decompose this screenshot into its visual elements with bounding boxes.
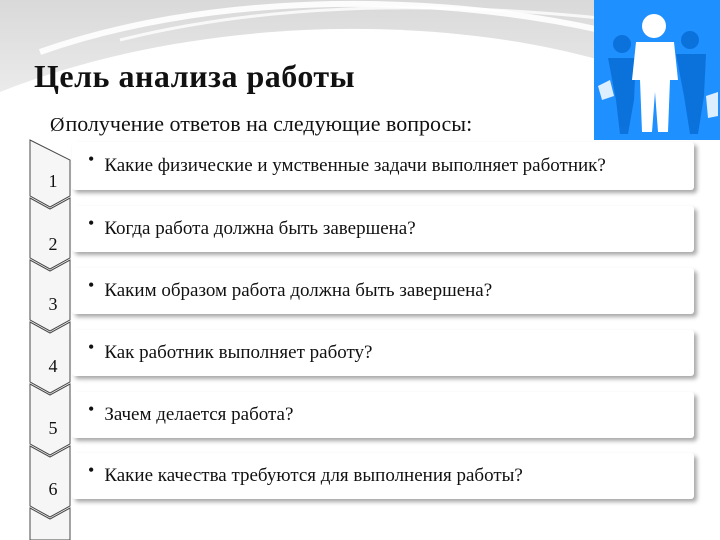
bullet-icon: • xyxy=(88,460,95,480)
bullet-icon: • xyxy=(88,337,95,357)
step-number-5: 5 xyxy=(48,418,58,438)
step-number-6: 6 xyxy=(48,479,58,499)
bullet-icon: • xyxy=(88,275,95,295)
step-number-2: 2 xyxy=(48,234,58,254)
question-text-2: Когда работа должна быть завершена? xyxy=(104,218,416,239)
bullet-icon: • xyxy=(88,213,95,233)
question-text-3: Каким образом работа должна быть завершена? xyxy=(104,280,493,301)
question-box-6 xyxy=(72,453,694,499)
question-text-4: Как работник выполняет работу? xyxy=(104,342,373,363)
question-box-2 xyxy=(72,206,694,252)
people-illustration xyxy=(594,0,720,140)
question-text-1: Какие физические и умственные задачи выполняет работник? xyxy=(104,155,606,176)
bullet-icon: • xyxy=(88,399,95,419)
slide-title: Цель анализа работы xyxy=(34,58,356,94)
question-box-3 xyxy=(72,268,694,314)
question-text-5: Зачем делается работа? xyxy=(104,404,294,425)
slide-subtitle xyxy=(50,111,472,137)
question-box-1 xyxy=(72,142,694,190)
subtitle-text: получение ответов на следующие вопросы: xyxy=(65,111,473,136)
step-number-3: 3 xyxy=(48,294,58,314)
step-number-4: 4 xyxy=(48,356,58,376)
arrow-bullet-icon: Ø xyxy=(50,114,65,136)
question-box-4 xyxy=(72,330,694,376)
question-box-5 xyxy=(72,392,694,438)
bullet-icon: • xyxy=(88,149,95,169)
step-number-1: 1 xyxy=(48,171,58,191)
question-text-6: Какие качества требуются для выполнения работы? xyxy=(104,465,523,486)
